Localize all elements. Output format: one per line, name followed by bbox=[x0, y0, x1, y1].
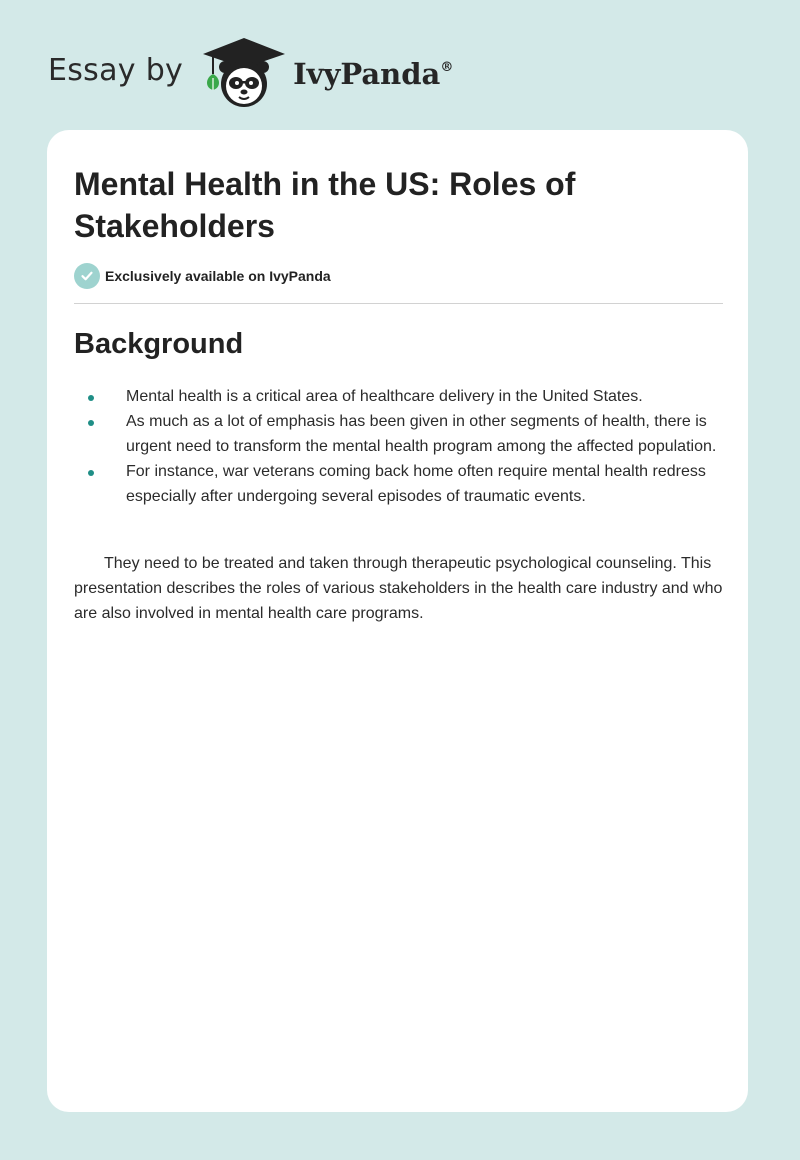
bullet-dot-icon bbox=[88, 395, 94, 401]
registered-mark: ® bbox=[440, 60, 454, 76]
bullet-dot-icon bbox=[88, 470, 94, 476]
section-heading: Background bbox=[74, 328, 244, 360]
essay-by-label: Essay by bbox=[48, 52, 184, 88]
site-header bbox=[48, 34, 453, 110]
check-icon bbox=[74, 263, 100, 289]
exclusive-label: Exclusively available on IvyPanda bbox=[105, 268, 331, 284]
brand-name[interactable]: IvyPanda® bbox=[293, 57, 454, 91]
bullet-dot-icon bbox=[88, 420, 94, 426]
divider bbox=[74, 303, 723, 304]
list-item: As much as a lot of emphasis has been given in other segments of health, there is urgent need to transform the mental health program among the affected population. bbox=[126, 409, 726, 459]
list-item: Mental health is a critical area of healthcare delivery in the United States. bbox=[126, 384, 726, 409]
page-title: Mental Health in the US: Roles of Stakeholders bbox=[74, 166, 576, 244]
essay-card bbox=[47, 130, 748, 1112]
bullet-list bbox=[126, 384, 726, 509]
exclusive-badge bbox=[74, 263, 331, 289]
body-paragraph: They need to be treated and taken through therapeutic psychological counseling. This presentation describes the roles of various stakeholders in the health care industry and who are also involved in mental health care programs. bbox=[74, 555, 723, 622]
list-item: For instance, war veterans coming back home often require mental health redress especially after undergoing several episodes of traumatic events. bbox=[126, 459, 726, 509]
panda-graduate-icon[interactable] bbox=[201, 34, 287, 110]
